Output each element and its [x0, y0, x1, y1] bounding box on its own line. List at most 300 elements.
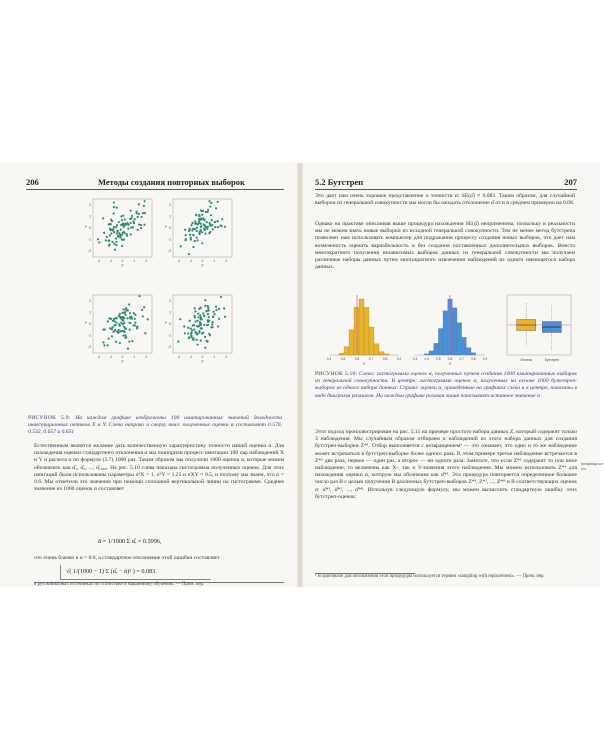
- x-tick-label: -1: [109, 355, 113, 359]
- scatter-point: [113, 212, 115, 214]
- scatter-point: [116, 331, 118, 333]
- histogram-bar: [443, 311, 448, 355]
- scatter-point: [110, 232, 112, 234]
- scatter-point: [120, 215, 122, 217]
- y-tick-label: 0: [169, 226, 171, 230]
- scatter-point: [143, 205, 145, 207]
- scatter-point: [218, 308, 220, 310]
- scatter-point: [204, 229, 206, 231]
- histogram-true: [325, 291, 403, 365]
- scatter-point: [102, 217, 104, 219]
- histogram-bar: [364, 307, 369, 355]
- formula-sd: √( 1/(1000 − 1) Σ (α̂ᵣ − ᾱ)² ) = 0.083.: [66, 568, 157, 575]
- scatter-point: [200, 225, 202, 227]
- y-tick-label: 2: [89, 298, 91, 303]
- x-tick-label: 1: [133, 355, 136, 359]
- histogram-bar: [349, 330, 354, 355]
- scatter-point: [116, 230, 118, 232]
- second-paragraph: Однако на практике описанная выше процедура нахождения SE(α̂) неприменима, поскольку в реальности мы не можем взять новые выборки из исходной генеральной совокупности. Тем не менее метод бутстрепа позволяет нам использовать компьютер для подражания процессу создания новых выборок, что дает нам возможность оценить вариабельность α без создания поставленных дополнительных выборок. Вместо многократного получения независимых выборок данных из генеральной совокупности мы получаем различные наборы данных путем многократного извлечения наблюдений из одного имеющегося набора данных.: [315, 221, 575, 271]
- scatter-point: [121, 330, 123, 332]
- y-tick-label: 0: [89, 322, 91, 326]
- scatter-point: [190, 328, 192, 330]
- lower-paragraph: Этот подход проиллюстрирован на рис. 5.11 на примере простого набора данных Z, который содержит только 3 наблюдения. Мы случайным образом отбираем n наблюдений из этого набора данных для создания бутстреп-выборки Z*¹. Отбор выполняется с возвращением¹ — это означает, что одно и то же наблюдение может встречаться в бутстреп-выборке более одного раза. В этом примере третье наблюдение встречается в Z*¹ два раза, первое — один раз, а второе — ни одного раза. Заметьте, что если Z*¹ содержит то или иное наблюдение, то включены как X-, так и Y-значения этого наблюдения. Мы можем использовать Z*¹ для нахождения оценки α, которую мы обозначим как α̂*¹. Эта процедура повторяется определенное большое число раз B с целью получения B различных бутстреп-выборок Z*¹, Z*², ..., Z*ᴮ и B соответствующих оценок α: α̂*¹, α̂*², ..., α̂*ᴮ. Используя следующую формулу, мы можем вычислить стандартную ошибку этих бутстреп-оценок:: [315, 429, 577, 500]
- scatter-point: [197, 316, 199, 318]
- scatter-point: [138, 213, 140, 215]
- scatter-point: [214, 221, 216, 223]
- scatter-point: [200, 307, 202, 309]
- scatter-point: [113, 201, 115, 203]
- y-tick-label: 0: [89, 226, 91, 230]
- scatter-panel-4: [164, 293, 234, 363]
- scatter-point: [127, 347, 129, 349]
- scatter-point: [125, 307, 127, 309]
- scatter-point: [200, 339, 202, 341]
- scatter-point: [128, 224, 130, 226]
- scatter-point: [207, 209, 209, 211]
- scatter-point: [143, 306, 145, 308]
- scatter-point: [114, 317, 116, 319]
- scatter-point: [179, 318, 181, 320]
- x-tick-label: 0: [201, 259, 204, 263]
- scatter-point: [207, 305, 209, 307]
- scatter-point: [201, 318, 203, 320]
- y-tick-label: -1: [168, 237, 171, 242]
- scatter-point: [137, 216, 139, 218]
- scatter-point: [122, 335, 124, 337]
- scatter-point: [115, 226, 117, 228]
- scatter-point: [129, 322, 131, 324]
- scatter-point: [185, 234, 187, 236]
- scatter-point: [194, 315, 196, 317]
- scatter-point: [213, 311, 215, 313]
- scatter-point: [200, 218, 202, 220]
- scatter-point: [125, 309, 127, 311]
- scatter-point: [125, 314, 127, 316]
- y-tick-label: -2: [88, 249, 91, 254]
- scatter-point: [113, 226, 115, 228]
- scatter-point: [110, 223, 112, 225]
- scatter-point: [98, 241, 100, 243]
- histogram-bar: [452, 308, 457, 355]
- scatter-point: [184, 332, 186, 334]
- scatter-point: [128, 303, 130, 305]
- histogram-bar: [359, 299, 364, 355]
- scatter-figure: [84, 197, 234, 401]
- scatter-point: [193, 328, 195, 330]
- scatter-point: [124, 334, 126, 336]
- scatter-point: [116, 224, 118, 226]
- x-axis-label: X: [201, 263, 204, 268]
- scatter-point: [124, 223, 126, 225]
- y-axis-label: Y: [164, 225, 168, 229]
- histogram-bar: [379, 352, 384, 355]
- y-tick-label: -1: [88, 237, 91, 242]
- scatter-point: [133, 324, 135, 326]
- scatter-point: [111, 335, 113, 337]
- x-tick-label: -1: [189, 355, 193, 359]
- scatter-point: [207, 313, 209, 315]
- scatter-point: [188, 230, 190, 232]
- scatter-point: [124, 312, 126, 314]
- scatter-point: [108, 245, 110, 247]
- scatter-point: [120, 234, 122, 236]
- histogram-bar: [384, 354, 389, 355]
- scatter-point: [110, 218, 112, 220]
- scatter-point: [204, 233, 206, 235]
- scatter-point: [204, 299, 206, 301]
- boxplot-label: Истина: [520, 358, 532, 362]
- scatter-point: [147, 318, 149, 320]
- right-page-header: [315, 177, 577, 190]
- scatter-point: [107, 240, 109, 242]
- x-tick-label: 0.4: [326, 357, 332, 361]
- top-paragraph: Это дает нам очень хорошее представление о точности α: SE(α̂) ≈ 0.083. Таким образом, для случайной выборки из генеральной совокупности мы могли бы ожидать отклонение α̂ от α в среднем примерно на 0.08.: [315, 193, 575, 207]
- scatter-point: [115, 241, 117, 243]
- scatter-point: [221, 225, 223, 227]
- scatter-point: [208, 232, 210, 234]
- x-tick-label: 0.5: [340, 357, 346, 361]
- x-tick-label: 1: [213, 355, 216, 359]
- scatter-point: [204, 305, 206, 307]
- x-axis-label: X: [121, 359, 124, 364]
- histogram-bar: [374, 344, 379, 355]
- scatter-point: [119, 313, 121, 315]
- scatter-point: [134, 314, 136, 316]
- caption-label: РИСУНОК 5.9:: [28, 415, 71, 421]
- scatter-point: [195, 214, 197, 216]
- x-tick-label: 0.7: [368, 357, 374, 361]
- scatter-point: [109, 327, 111, 329]
- x-tick-label: 0.7: [459, 357, 464, 361]
- x-tick-label: 0.6: [354, 357, 360, 361]
- scatter-point: [198, 215, 200, 217]
- plot-frame: [173, 199, 232, 257]
- scatter-point: [140, 227, 142, 229]
- scatter-point: [136, 327, 138, 329]
- scatter-point: [112, 320, 114, 322]
- histogram-bar: [466, 348, 471, 355]
- scatter-point: [196, 333, 198, 335]
- scatter-point: [120, 322, 122, 324]
- scatter-point: [203, 223, 205, 225]
- scatter-point: [208, 316, 210, 318]
- formula-mean: ᾱ = 1/1000 Σ α̂ᵣ = 0.5996,: [98, 538, 162, 545]
- histogram-bar: [434, 343, 439, 355]
- scatter-point: [111, 241, 113, 243]
- scatter-point: [127, 228, 129, 230]
- plot-frame: [173, 295, 232, 353]
- y-tick-label: 1: [169, 214, 171, 219]
- scatter-point: [122, 317, 124, 319]
- x-tick-label: 0.5: [436, 357, 441, 361]
- boxplot-label: Бутстреп: [544, 358, 559, 362]
- scatter-point: [214, 226, 216, 228]
- x-tick-label: 2: [145, 355, 147, 359]
- scatter-point: [200, 209, 202, 211]
- scatter-panel-2: [164, 197, 234, 267]
- scatter-point: [102, 329, 104, 331]
- y-tick-label: -2: [168, 345, 171, 350]
- scatter-point: [194, 220, 196, 222]
- x-tick-label: 0.4: [424, 357, 429, 361]
- scatter-point: [203, 324, 205, 326]
- scatter-point: [214, 313, 216, 315]
- x-tick-label: 0.3: [412, 357, 418, 361]
- scatter-point: [126, 317, 128, 319]
- scatter-point: [113, 243, 115, 245]
- scatter-point: [131, 340, 133, 342]
- figure-5-10: [325, 291, 575, 365]
- histogram-bootstrap: [411, 291, 489, 365]
- scatter-point: [144, 212, 146, 214]
- book-spread: [0, 163, 604, 587]
- x-tick-label: 1: [213, 259, 216, 263]
- scatter-point: [207, 307, 209, 309]
- scatter-point: [212, 228, 214, 230]
- x-tick-label: 0.9: [396, 357, 402, 361]
- left-page: [0, 163, 297, 587]
- y-tick-label: 2: [89, 202, 91, 207]
- scatter-point: [110, 318, 112, 320]
- scatter-point: [184, 229, 186, 231]
- histogram-bar: [438, 328, 443, 355]
- x-tick-label: 0.9: [482, 357, 488, 361]
- scatter-point: [194, 223, 196, 225]
- scatter-point: [209, 206, 211, 208]
- scatter-point: [198, 330, 200, 332]
- scatter-point: [114, 249, 116, 251]
- y-tick-label: -2: [168, 249, 171, 254]
- scatter-point: [121, 239, 123, 241]
- scatter-point: [141, 309, 143, 311]
- y-axis-label: Y: [84, 321, 88, 325]
- scatter-point: [122, 214, 124, 216]
- scatter-point: [111, 326, 113, 328]
- scatter-point: [97, 238, 99, 240]
- scatter-point: [200, 316, 202, 318]
- scatter-point: [205, 226, 207, 228]
- scatter-point: [183, 325, 185, 327]
- scatter-point: [138, 203, 140, 205]
- scatter-point: [217, 325, 219, 327]
- footnote: ¹ В оригинале для обозначения этой процедуры используется термин «sampling with replacement». — Прим. пер.: [315, 574, 545, 579]
- scatter-point: [208, 333, 210, 335]
- caption-label: РИСУНОК 5.10:: [315, 371, 358, 377]
- scatter-point: [144, 200, 146, 202]
- scatter-point: [131, 317, 133, 319]
- scatter-point: [205, 211, 207, 213]
- scatter-point: [129, 312, 131, 314]
- x-tick-label: 0.8: [382, 357, 388, 361]
- scatter-point: [190, 334, 192, 336]
- scatter-point: [138, 295, 140, 297]
- figure-5-9-caption: [28, 415, 282, 437]
- scatter-point: [118, 323, 120, 325]
- scatter-point: [143, 224, 145, 226]
- scatter-point: [194, 321, 196, 323]
- scatter-point: [202, 217, 204, 219]
- scatter-point: [115, 321, 117, 323]
- scatter-point: [118, 221, 120, 223]
- x-axis-label: α: [362, 361, 366, 366]
- scatter-point: [144, 332, 146, 334]
- x-axis-label: X: [121, 263, 124, 268]
- histogram-bar: [354, 307, 359, 355]
- caption-text: На каждом графике изображены 100 имитированных значений доходности инвестиционных активов X и Y. Слева направо и сверху вниз: полученные оценки α составляют 0.576, 0.532, 0.657 и 0.651: [28, 415, 282, 436]
- y-axis-label: Y: [164, 321, 168, 325]
- scatter-point: [130, 210, 132, 212]
- scatter-point: [135, 211, 137, 213]
- x-tick-label: -1: [189, 259, 193, 263]
- y-axis-label: Y: [84, 225, 88, 229]
- scatter-point: [112, 331, 114, 333]
- scatter-panel-3: [84, 293, 154, 363]
- scatter-point: [198, 233, 200, 235]
- scatter-point: [123, 326, 125, 328]
- scatter-point: [120, 224, 122, 226]
- x-tick-label: 0: [121, 259, 124, 263]
- scatter-point: [115, 244, 117, 246]
- scatter-point: [224, 316, 226, 318]
- scatter-point: [196, 227, 198, 229]
- scatter-point: [130, 233, 132, 235]
- between-text: что очень близко к α = 0.6, а стандартное отклонение этой ошибки составляет: [34, 555, 220, 561]
- x-tick-label: -2: [177, 259, 181, 263]
- scatter-point: [115, 341, 117, 343]
- figure-5-10-caption: [315, 371, 577, 400]
- y-tick-label: -2: [88, 345, 91, 350]
- scatter-point: [122, 323, 124, 325]
- scatter-point: [217, 226, 219, 228]
- y-tick-label: 1: [89, 310, 91, 315]
- scatter-point: [194, 310, 196, 312]
- scatter-point: [134, 322, 136, 324]
- histogram-bar: [457, 323, 462, 355]
- scatter-point: [136, 325, 138, 327]
- running-title: 5.2 Бутстреп: [315, 177, 364, 187]
- scatter-point: [210, 202, 212, 204]
- scatter-point: [142, 315, 144, 317]
- y-tick-label: 2: [169, 298, 171, 303]
- scatter-point: [113, 206, 115, 208]
- scatter-point: [187, 327, 189, 329]
- margin-note: возвращени- ем: [581, 461, 604, 472]
- scatter-point: [210, 214, 212, 216]
- x-tick-label: -2: [97, 259, 101, 263]
- scatter-point: [211, 219, 213, 221]
- scatter-point: [122, 231, 124, 233]
- scatter-point: [112, 228, 114, 230]
- scatter-point: [121, 219, 123, 221]
- scatter-point: [121, 245, 123, 247]
- scatter-point: [129, 218, 131, 220]
- scatter-point: [128, 341, 130, 343]
- scatter-point: [218, 318, 220, 320]
- y-tick-label: 2: [169, 202, 171, 207]
- boxplot: [497, 291, 575, 365]
- scatter-point: [138, 223, 140, 225]
- scatter-point: [137, 229, 139, 231]
- scatter-point: [196, 239, 198, 241]
- scatter-point: [187, 332, 189, 334]
- scatter-point: [198, 222, 200, 224]
- scatter-point: [132, 226, 134, 228]
- scatter-point: [108, 338, 110, 340]
- scatter-point: [123, 308, 125, 310]
- scatter-point: [188, 253, 190, 255]
- scatter-point: [189, 320, 191, 322]
- scatter-point: [119, 237, 121, 239]
- scatter-point: [132, 220, 134, 222]
- scatter-point: [206, 324, 208, 326]
- scatter-point: [190, 237, 192, 239]
- scatter-point: [201, 242, 203, 244]
- scatter-point: [197, 313, 199, 315]
- scatter-point: [120, 229, 122, 231]
- scatter-point: [208, 319, 210, 321]
- scatter-point: [114, 324, 116, 326]
- scatter-panel-1: [84, 197, 154, 267]
- scatter-point: [201, 214, 203, 216]
- x-tick-label: 0: [121, 355, 124, 359]
- scatter-point: [121, 312, 123, 314]
- scatter-point: [134, 318, 136, 320]
- scatter-point: [190, 333, 192, 335]
- scatter-point: [110, 229, 112, 231]
- scatter-point: [196, 230, 198, 232]
- scatter-point: [210, 326, 212, 328]
- scatter-point: [119, 342, 121, 344]
- scatter-point: [215, 207, 217, 209]
- scatter-point: [129, 329, 131, 331]
- scatter-point: [192, 234, 194, 236]
- x-tick-label: 0.8: [471, 357, 476, 361]
- footnote: в русскоязычных источниках по статистике и машинному обучению. — Прим. пер.: [34, 582, 205, 587]
- page-number: 207: [564, 177, 577, 187]
- histogram-bar: [429, 351, 434, 355]
- scatter-point: [115, 237, 117, 239]
- scatter-point: [198, 325, 200, 327]
- scatter-point: [106, 236, 108, 238]
- scatter-point: [192, 324, 194, 326]
- scatter-point: [194, 331, 196, 333]
- scatter-point: [206, 221, 208, 223]
- page-number: 206: [26, 177, 39, 187]
- scatter-point: [196, 320, 198, 322]
- x-tick-label: 2: [145, 259, 147, 263]
- scatter-point: [191, 329, 193, 331]
- scatter-point: [199, 321, 201, 323]
- scatter-point: [217, 201, 219, 203]
- scatter-point: [194, 240, 196, 242]
- x-tick-label: -2: [177, 355, 181, 359]
- y-tick-label: 0: [169, 322, 171, 326]
- scatter-point: [107, 344, 109, 346]
- scatter-point: [196, 236, 198, 238]
- x-axis-label: X: [201, 359, 204, 364]
- scatter-point: [215, 306, 217, 308]
- scatter-point: [189, 234, 191, 236]
- scatter-point: [124, 337, 126, 339]
- scatter-point: [108, 223, 110, 225]
- y-tick-label: -1: [168, 333, 171, 338]
- right-page: [303, 163, 604, 587]
- scatter-point: [216, 220, 218, 222]
- x-tick-label: -1: [109, 259, 113, 263]
- scatter-point: [208, 200, 210, 202]
- histogram-bar: [471, 353, 476, 355]
- scatter-point: [212, 316, 214, 318]
